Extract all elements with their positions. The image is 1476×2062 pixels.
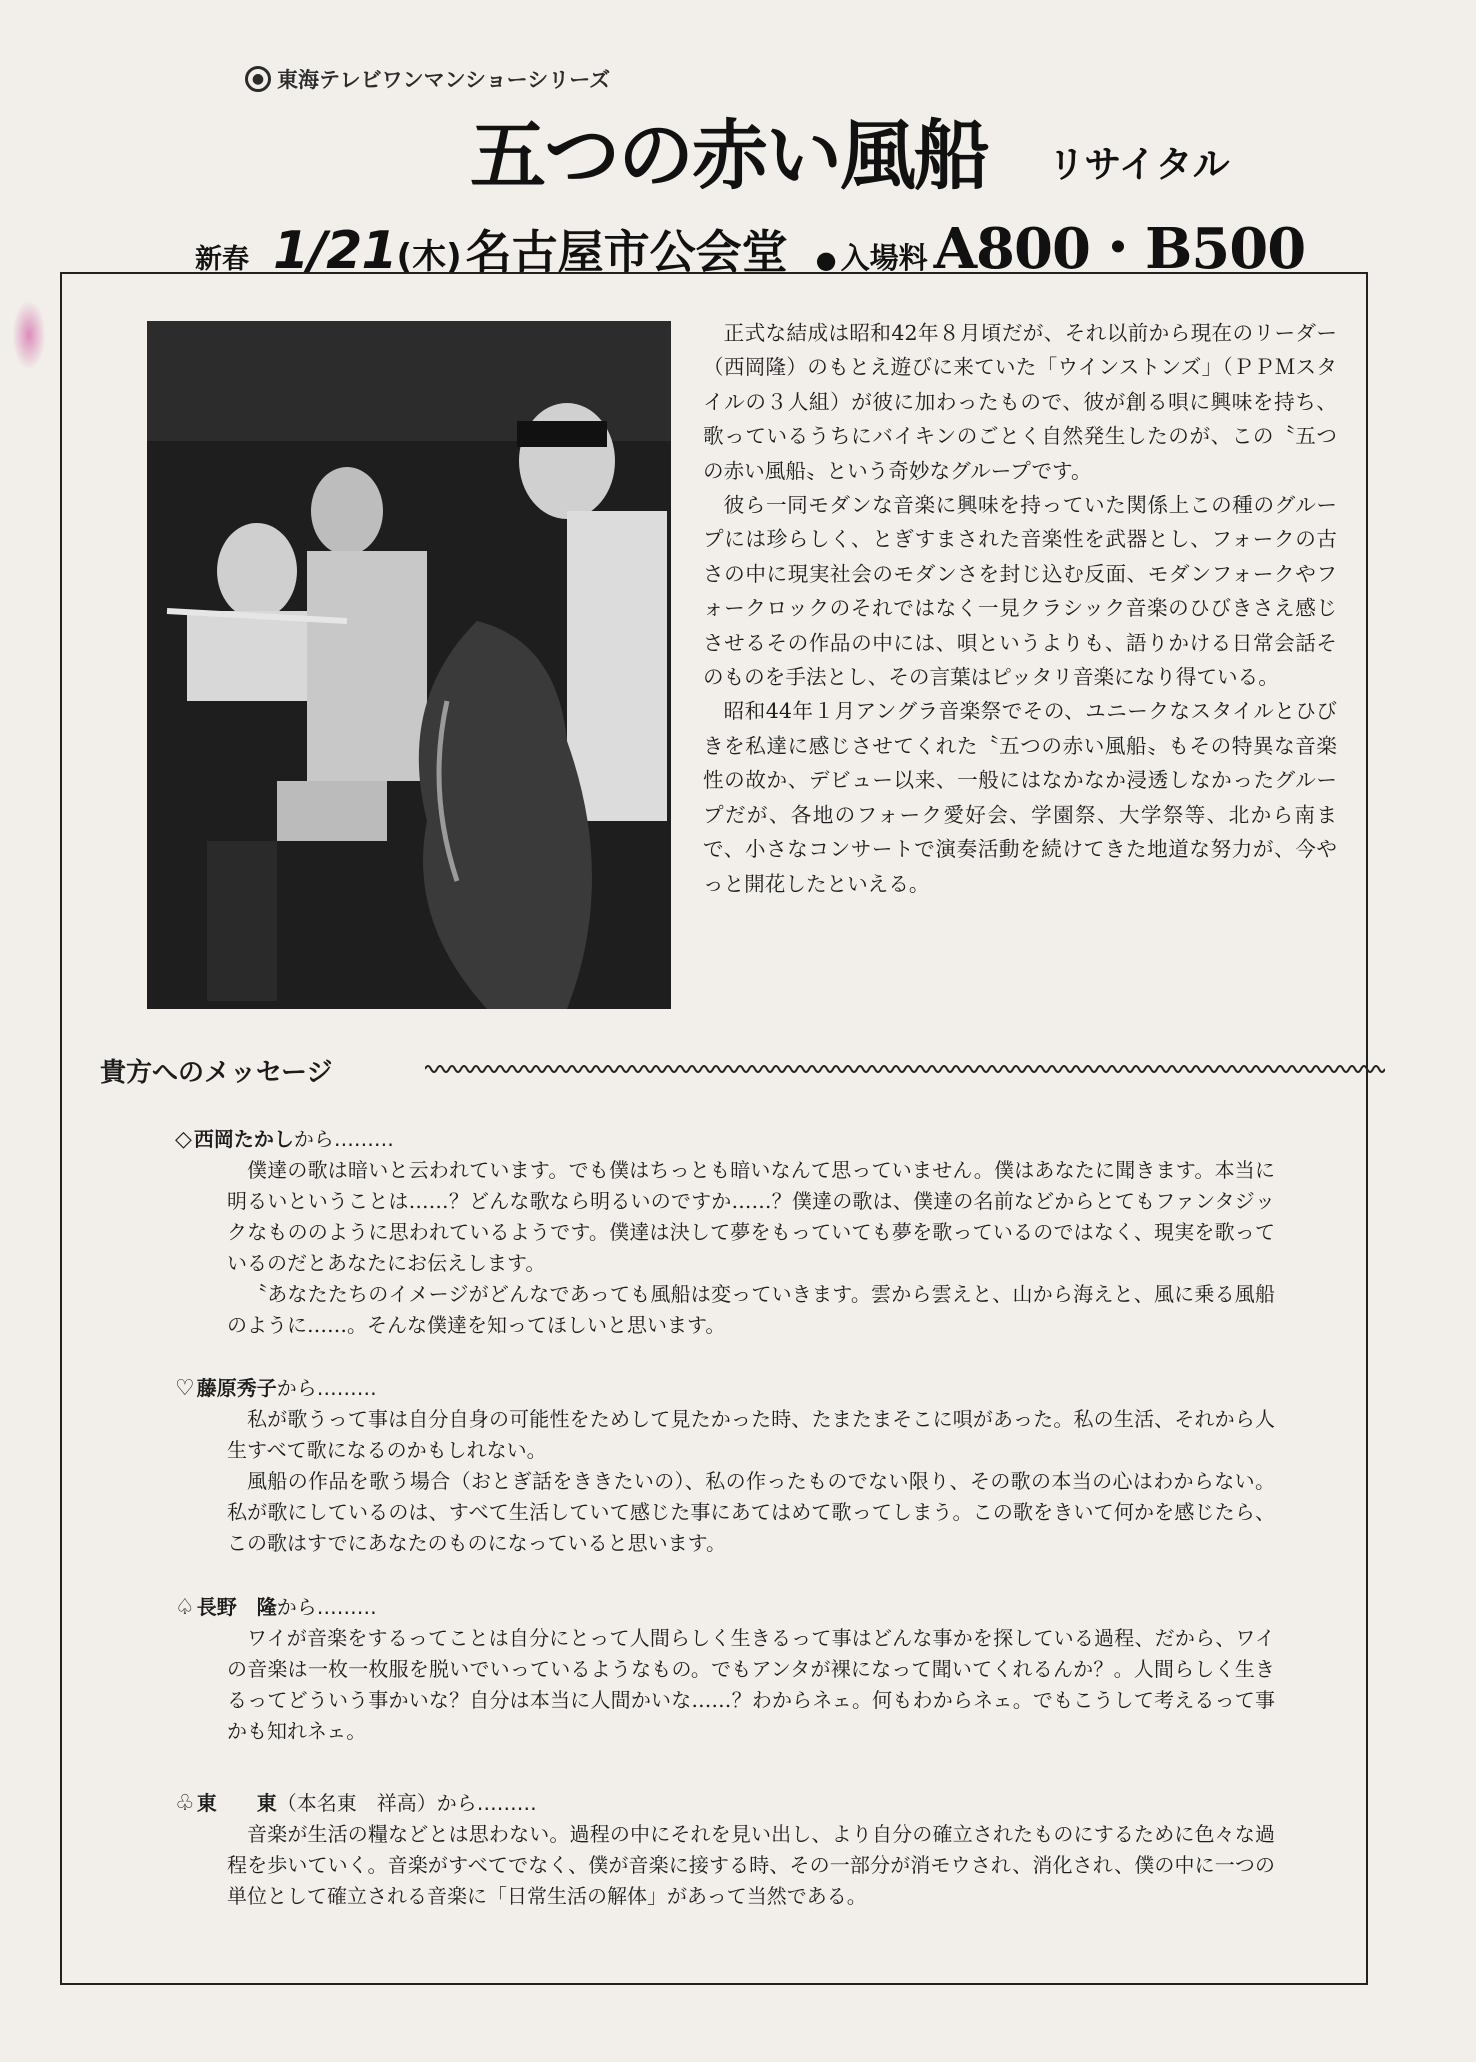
message-higashi	[175, 1788, 1275, 1912]
message-nishioka	[175, 1124, 1275, 1341]
event-weekday: (木)	[396, 237, 462, 277]
admission-label: 入場料	[840, 241, 928, 275]
author-suffix: から………	[276, 1595, 377, 1619]
message-paragraph: 風船の作品を歌う場合（おとぎ話をききたいの）、私の作ったものでない限り、その歌の本当の心はわからない。私が歌にしているのは、すべて生活していて感じた事にあてはめて歌ってしまう。この歌をきいて何かを感じたら、この歌はすでにあなたのものになっていると思います。	[227, 1469, 1275, 1555]
message-paragraph: 僕達の歌は暗いと云われています。でも僕はちっとも暗いなんて思っていません。僕はあなたに聞きます。本当に明るいということは……？どんな歌なら明るいのですか……？僕達の歌は、僕達の名前などからとてもファンタジックなもののように思われているようです。僕達は決して夢をもっていても夢を歌っているのではなく、現実を歌っているのだとあなたにお伝えします。	[227, 1158, 1275, 1275]
message-paragraph: 音楽が生活の糧などとは思わない。過程の中にそれを見い出し、より自分の確立されたものにするために色々な過程を歩いていく。音楽がすべてでなく、僕が音楽に接する時、その一部分が消モウされ、消化され、僕の中に一つの単位として確立される音楽に「日常生活の解体」があって当然である。	[227, 1822, 1275, 1908]
series-title: 東海テレビワンマンショーシリーズ	[277, 68, 611, 92]
admission-price: A800・B500	[933, 216, 1306, 282]
series-banner	[245, 64, 610, 94]
message-fujiwara	[175, 1373, 1275, 1559]
intro-text	[703, 316, 1337, 901]
messages-heading: 貴方へのメッセージ	[100, 1058, 333, 1088]
ink-stain	[12, 300, 46, 370]
diamond-suit-icon: ◇	[175, 1127, 192, 1152]
tokai-tv-logo-icon: ●	[245, 66, 271, 92]
intro-paragraph: 正式な結成は昭和42年８月頃だが、それ以前から現在のリーダー（西岡隆）のもとえ遊びに来ていた「ウインストンズ」（ＰＰＭスタイルの３人組）が彼に加わったもので、彼が創る唄に興味を持ち、歌っているうちにバイキンのごとく自然発生したのが、この〝五つの赤い風船〟という奇妙なグループです。	[703, 321, 1337, 483]
author-name: 長野 隆	[196, 1595, 277, 1619]
author-name: 西岡たかし	[193, 1127, 294, 1151]
heart-suit-icon: ♡	[175, 1376, 195, 1401]
message-nagano	[175, 1592, 1275, 1747]
band-photo	[147, 321, 671, 1009]
author-name: 藤原秀子	[196, 1376, 277, 1400]
page-title: 五つの赤い風船	[470, 111, 988, 200]
message-paragraph: ワイが音楽をするってことは自分にとって人間らしく生きるって事はどんな事かを探している過程、だから、ワイの音楽は一枚一枚服を脱いでいっているようなもの。でもアンタが裸になって聞いてくれるんか？。人間らしく生きるってどういう事かいな？自分は本当に人間かいな……？わからネェ。何もわからネェ。でもこうして考えるって事かも知れネェ。	[227, 1626, 1275, 1743]
message-author	[175, 1124, 1275, 1155]
intro-paragraph: 彼ら一同モダンな音楽に興味を持っていた関係上この種のグループには珍らしく、とぎすまされた音楽性を武器とし、フォークの古さの中に現実社会のモダンさを封じ込む反面、モダンフォークやフォークロックのそれではなく一見クラシック音楽のひびきさえ感じさせるその作品の中には、唄というよりも、語りかける日常会話そのものを手法とし、その言葉はピッタリ音楽になり得ている。	[703, 493, 1337, 690]
author-suffix: （本名東 祥高）から………	[276, 1791, 537, 1815]
event-venue: 名古屋市公会堂	[465, 225, 788, 279]
event-date: 1/21	[273, 221, 397, 281]
message-author	[175, 1592, 1275, 1623]
bullet-icon: ●	[815, 246, 837, 274]
wavy-divider	[425, 1061, 1385, 1077]
author-suffix: から………	[276, 1376, 377, 1400]
intro-paragraph: 昭和44年１月アングラ音楽祭でその、ユニークなスタイルとひびきを私達に感じさせてくれた〝五つの赤い風船〟もその特異な音楽性の故か、デビュー以来、一般にはなかなか浸透しなかったグループだが、各地のフォーク愛好会、学園祭、大学祭等、北から南まで、小さなコンサートで演奏活動を続けてきた地道な努力が、今やっと開花したといえる。	[703, 699, 1337, 896]
author-name: 東 東	[196, 1791, 277, 1815]
message-author	[175, 1373, 1275, 1404]
club-suit-icon: ♧	[175, 1791, 195, 1816]
author-suffix: から………	[293, 1127, 394, 1151]
message-paragraph: 〝あなたたちのイメージがどんなであっても風船は変っていきます。雲から雲えと、山から海えと、風に乗る風船のように……。そんな僕達を知ってほしいと思います。	[227, 1282, 1275, 1337]
season-label: 新春	[195, 244, 249, 275]
page-subtitle: リサイタル	[1048, 143, 1230, 186]
spade-suit-icon: ♤	[175, 1595, 195, 1620]
message-author	[175, 1788, 1275, 1819]
message-paragraph: 私が歌うって事は自分自身の可能性をためして見たかった時、たまたまそこに唄があった。私の生活、それから人生すべて歌になるのかもしれない。	[227, 1407, 1275, 1462]
event-info	[195, 205, 1306, 282]
